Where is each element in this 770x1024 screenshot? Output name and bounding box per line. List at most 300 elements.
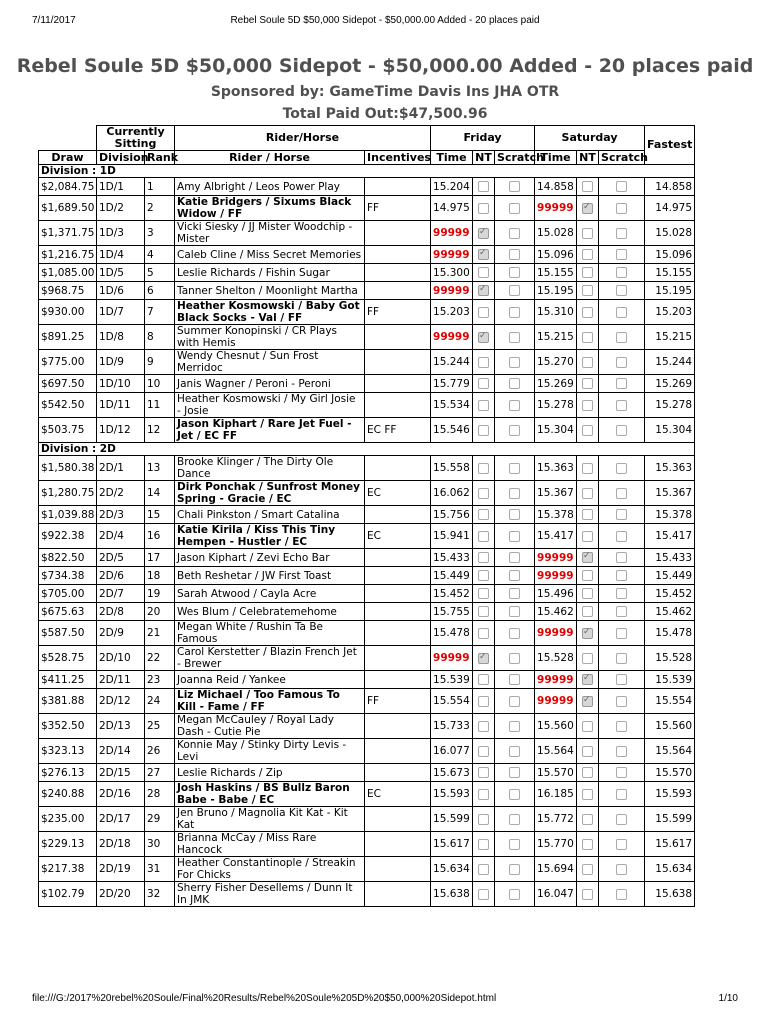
saturday-nt-checkbox[interactable] xyxy=(582,357,593,368)
friday-scratch-checkbox[interactable] xyxy=(509,267,520,278)
rank-cell: 16 xyxy=(145,524,175,549)
saturday-scratch-checkbox[interactable] xyxy=(616,228,627,239)
saturday-time-cell: 15.417 xyxy=(535,524,577,549)
friday-scratch-checkbox[interactable] xyxy=(509,307,520,318)
friday-nt-cell xyxy=(473,524,495,549)
saturday-time-header: Time xyxy=(535,151,577,165)
saturday-nt-checkbox[interactable] xyxy=(582,628,593,639)
saturday-time-cell: 15.304 xyxy=(535,418,577,443)
saturday-scratch-checkbox[interactable] xyxy=(616,531,627,542)
friday-scratch-checkbox[interactable] xyxy=(509,696,520,707)
saturday-scratch-checkbox[interactable] xyxy=(616,488,627,499)
saturday-scratch-checkbox[interactable] xyxy=(616,400,627,411)
rank-cell: 30 xyxy=(145,832,175,857)
table-row xyxy=(39,567,695,585)
saturday-nt-checkbox[interactable] xyxy=(582,696,593,707)
saturday-scratch-cell xyxy=(599,506,645,524)
fastest-cell: 15.638 xyxy=(645,882,695,907)
friday-nt-cell xyxy=(473,178,495,196)
friday-scratch-checkbox[interactable] xyxy=(509,552,520,563)
friday-scratch-checkbox[interactable] xyxy=(509,228,520,239)
draw-cell: $968.75 xyxy=(39,282,97,300)
friday-nt-cell xyxy=(473,456,495,481)
saturday-scratch-cell xyxy=(599,764,645,782)
division-cell: 2D/13 xyxy=(97,714,145,739)
friday-nt-checkbox[interactable] xyxy=(478,789,489,800)
friday-scratch-cell xyxy=(495,178,535,196)
saturday-scratch-checkbox[interactable] xyxy=(616,814,627,825)
incentives-cell: FF xyxy=(365,300,431,325)
table-row xyxy=(39,282,695,300)
rider-horse-cell: Sherry Fisher Desellems / Dunn It In JMK xyxy=(175,882,365,907)
friday-nt-checkbox[interactable] xyxy=(478,203,489,214)
saturday-scratch-checkbox[interactable] xyxy=(616,249,627,260)
table-row xyxy=(39,857,695,882)
page-number: 1/10 xyxy=(718,993,738,1004)
division-cell: 2D/3 xyxy=(97,506,145,524)
saturday-scratch-checkbox[interactable] xyxy=(616,267,627,278)
fastest-cell: 15.433 xyxy=(645,549,695,567)
friday-scratch-checkbox[interactable] xyxy=(509,889,520,900)
division-cell: 2D/17 xyxy=(97,807,145,832)
saturday-time-cell: 15.215 xyxy=(535,325,577,350)
fastest-cell: 15.634 xyxy=(645,857,695,882)
rider-horse-cell: Dirk Ponchak / Sunfrost Money Spring - Gracie / EC xyxy=(175,481,365,506)
saturday-nt-checkbox[interactable] xyxy=(582,509,593,520)
friday-scratch-checkbox[interactable] xyxy=(509,767,520,778)
friday-nt-checkbox[interactable] xyxy=(478,228,489,239)
rider-horse-cell: Heather Constantinople / Streakin For Chicks xyxy=(175,857,365,882)
friday-scratch-cell xyxy=(495,196,535,221)
friday-nt-cell xyxy=(473,764,495,782)
rider-horse-cell: Leslie Richards / Fishin Sugar xyxy=(175,264,365,282)
saturday-scratch-cell xyxy=(599,481,645,506)
print-footer-path: file:///G:/2017%20rebel%20Soule/Final%20Results/Rebel%20Soule%205D%20$50,000%20Sidepot.html xyxy=(32,993,497,1004)
rider-horse-cell: Konnie May / Stinky Dirty Levis - Levi xyxy=(175,739,365,764)
friday-scratch-checkbox[interactable] xyxy=(509,628,520,639)
friday-scratch-checkbox[interactable] xyxy=(509,531,520,542)
saturday-nt-cell xyxy=(577,646,599,671)
draw-cell: $1,216.75 xyxy=(39,246,97,264)
division-cell: 2D/7 xyxy=(97,585,145,603)
friday-scratch-cell xyxy=(495,567,535,585)
incentives-cell: EC xyxy=(365,524,431,549)
rider-horse-cell: Janis Wagner / Peroni - Peroni xyxy=(175,375,365,393)
rider-horse-cell: Megan McCauley / Royal Lady Dash - Cutie Pie xyxy=(175,714,365,739)
saturday-scratch-checkbox[interactable] xyxy=(616,889,627,900)
division-cell: 1D/4 xyxy=(97,246,145,264)
saturday-scratch-checkbox[interactable] xyxy=(616,628,627,639)
table-row xyxy=(39,418,695,443)
saturday-scratch-cell xyxy=(599,739,645,764)
saturday-scratch-cell xyxy=(599,524,645,549)
rank-cell: 8 xyxy=(145,325,175,350)
saturday-nt-checkbox[interactable] xyxy=(582,552,593,563)
saturday-scratch-checkbox[interactable] xyxy=(616,357,627,368)
division-row xyxy=(39,443,695,456)
saturday-nt-cell xyxy=(577,832,599,857)
friday-scratch-checkbox[interactable] xyxy=(509,588,520,599)
friday-scratch-checkbox[interactable] xyxy=(509,463,520,474)
saturday-nt-checkbox[interactable] xyxy=(582,606,593,617)
table-row xyxy=(39,246,695,264)
table-row xyxy=(39,603,695,621)
saturday-scratch-cell xyxy=(599,671,645,689)
incentives-cell xyxy=(365,832,431,857)
saturday-scratch-cell xyxy=(599,418,645,443)
friday-nt-checkbox[interactable] xyxy=(478,181,489,192)
saturday-scratch-checkbox[interactable] xyxy=(616,839,627,850)
friday-time-cell: 15.733 xyxy=(431,714,473,739)
draw-cell: $922.38 xyxy=(39,524,97,549)
friday-scratch-checkbox[interactable] xyxy=(509,606,520,617)
draw-cell: $697.50 xyxy=(39,375,97,393)
friday-scratch-checkbox[interactable] xyxy=(509,746,520,757)
friday-nt-checkbox[interactable] xyxy=(478,488,489,499)
friday-time-cell: 15.554 xyxy=(431,689,473,714)
saturday-nt-cell xyxy=(577,807,599,832)
friday-scratch-checkbox[interactable] xyxy=(509,357,520,368)
saturday-nt-checkbox[interactable] xyxy=(582,285,593,296)
fastest-cell: 15.570 xyxy=(645,764,695,782)
saturday-nt-checkbox[interactable] xyxy=(582,839,593,850)
saturday-nt-checkbox[interactable] xyxy=(582,249,593,260)
rank-cell: 23 xyxy=(145,671,175,689)
friday-scratch-cell xyxy=(495,739,535,764)
friday-scratch-checkbox[interactable] xyxy=(509,249,520,260)
fastest-cell: 15.215 xyxy=(645,325,695,350)
saturday-nt-checkbox[interactable] xyxy=(582,864,593,875)
saturday-nt-checkbox[interactable] xyxy=(582,674,593,685)
saturday-scratch-checkbox[interactable] xyxy=(616,674,627,685)
saturday-scratch-checkbox[interactable] xyxy=(616,463,627,474)
division-cell: 2D/16 xyxy=(97,782,145,807)
draw-cell: $352.50 xyxy=(39,714,97,739)
saturday-nt-checkbox[interactable] xyxy=(582,332,593,343)
saturday-nt-checkbox[interactable] xyxy=(582,203,593,214)
rider-horse-cell: Beth Reshetar / JW First Toast xyxy=(175,567,365,585)
friday-nt-checkbox[interactable] xyxy=(478,531,489,542)
table-row xyxy=(39,739,695,764)
saturday-nt-checkbox[interactable] xyxy=(582,228,593,239)
friday-scratch-checkbox[interactable] xyxy=(509,378,520,389)
saturday-nt-cell xyxy=(577,418,599,443)
saturday-scratch-checkbox[interactable] xyxy=(616,307,627,318)
saturday-nt-checkbox[interactable] xyxy=(582,814,593,825)
saturday-nt-cell xyxy=(577,764,599,782)
friday-scratch-checkbox[interactable] xyxy=(509,203,520,214)
friday-scratch-checkbox[interactable] xyxy=(509,789,520,800)
draw-cell: $217.38 xyxy=(39,857,97,882)
rider-horse-cell: Vicki Siesky / JJ Mister Woodchip - Mister xyxy=(175,221,365,246)
fastest-cell: 15.367 xyxy=(645,481,695,506)
saturday-nt-checkbox[interactable] xyxy=(582,181,593,192)
table-row xyxy=(39,646,695,671)
friday-scratch-checkbox[interactable] xyxy=(509,181,520,192)
saturday-nt-checkbox[interactable] xyxy=(582,889,593,900)
friday-time-cell: 15.558 xyxy=(431,456,473,481)
friday-nt-checkbox[interactable] xyxy=(478,285,489,296)
draw-cell: $1,371.75 xyxy=(39,221,97,246)
draw-cell: $891.25 xyxy=(39,325,97,350)
draw-cell: $276.13 xyxy=(39,764,97,782)
saturday-nt-checkbox[interactable] xyxy=(582,307,593,318)
saturday-scratch-checkbox[interactable] xyxy=(616,767,627,778)
fastest-cell: 15.195 xyxy=(645,282,695,300)
friday-scratch-checkbox[interactable] xyxy=(509,425,520,436)
rank-cell: 32 xyxy=(145,882,175,907)
saturday-nt-checkbox[interactable] xyxy=(582,400,593,411)
friday-nt-cell xyxy=(473,832,495,857)
saturday-scratch-checkbox[interactable] xyxy=(616,789,627,800)
saturday-nt-cell xyxy=(577,739,599,764)
friday-scratch-checkbox[interactable] xyxy=(509,674,520,685)
table-row xyxy=(39,524,695,549)
draw-cell: $229.13 xyxy=(39,832,97,857)
friday-scratch-cell xyxy=(495,689,535,714)
rider-horse-cell: Brianna McCay / Miss Rare Hancock xyxy=(175,832,365,857)
saturday-time-cell: 15.278 xyxy=(535,393,577,418)
saturday-scratch-checkbox[interactable] xyxy=(616,696,627,707)
friday-nt-cell xyxy=(473,567,495,585)
saturday-scratch-cell xyxy=(599,857,645,882)
friday-time-cell: 15.203 xyxy=(431,300,473,325)
saturday-nt-checkbox[interactable] xyxy=(582,425,593,436)
rider-horse-cell: Brooke Klinger / The Dirty Ole Dance xyxy=(175,456,365,481)
friday-time-cell: 16.062 xyxy=(431,481,473,506)
rank-cell: 27 xyxy=(145,764,175,782)
friday-scratch-checkbox[interactable] xyxy=(509,509,520,520)
rider-horse-cell: Amy Albright / Leos Power Play xyxy=(175,178,365,196)
friday-nt-checkbox[interactable] xyxy=(478,839,489,850)
table-row xyxy=(39,481,695,506)
friday-nt-checkbox[interactable] xyxy=(478,767,489,778)
division-cell: 2D/5 xyxy=(97,549,145,567)
rider-horse-header: Rider / Horse xyxy=(175,151,365,165)
friday-time-cell: 15.433 xyxy=(431,549,473,567)
friday-nt-checkbox[interactable] xyxy=(478,628,489,639)
draw-cell: $705.00 xyxy=(39,585,97,603)
incentives-cell xyxy=(365,857,431,882)
friday-scratch-cell xyxy=(495,882,535,907)
saturday-nt-checkbox[interactable] xyxy=(582,570,593,581)
friday-scratch-cell xyxy=(495,375,535,393)
saturday-scratch-checkbox[interactable] xyxy=(616,721,627,732)
friday-nt-checkbox[interactable] xyxy=(478,249,489,260)
friday-scratch-checkbox[interactable] xyxy=(509,570,520,581)
fastest-cell: 15.478 xyxy=(645,621,695,646)
saturday-scratch-checkbox[interactable] xyxy=(616,588,627,599)
saturday-nt-checkbox[interactable] xyxy=(582,488,593,499)
saturday-nt-cell xyxy=(577,714,599,739)
friday-scratch-header: Scratch xyxy=(495,151,535,165)
saturday-time-cell: 15.462 xyxy=(535,603,577,621)
friday-scratch-cell xyxy=(495,246,535,264)
saturday-scratch-cell xyxy=(599,282,645,300)
saturday-nt-checkbox[interactable] xyxy=(582,746,593,757)
friday-scratch-checkbox[interactable] xyxy=(509,332,520,343)
friday-nt-cell xyxy=(473,671,495,689)
incentives-cell xyxy=(365,764,431,782)
friday-time-cell: 99999 xyxy=(431,646,473,671)
friday-nt-checkbox[interactable] xyxy=(478,588,489,599)
friday-scratch-checkbox[interactable] xyxy=(509,839,520,850)
saturday-scratch-checkbox[interactable] xyxy=(616,425,627,436)
rider-horse-cell: Katie Bridgers / Sixums Black Widow / FF xyxy=(175,196,365,221)
friday-nt-checkbox[interactable] xyxy=(478,509,489,520)
rank-cell: 18 xyxy=(145,567,175,585)
friday-nt-checkbox[interactable] xyxy=(478,357,489,368)
rider-horse-cell: Carol Kerstetter / Blazin French Jet - Brewer xyxy=(175,646,365,671)
friday-nt-cell xyxy=(473,221,495,246)
saturday-time-cell: 99999 xyxy=(535,671,577,689)
friday-nt-checkbox[interactable] xyxy=(478,696,489,707)
saturday-nt-cell xyxy=(577,882,599,907)
friday-nt-cell xyxy=(473,350,495,375)
friday-nt-cell xyxy=(473,506,495,524)
saturday-scratch-checkbox[interactable] xyxy=(616,509,627,520)
rank-cell: 31 xyxy=(145,857,175,882)
rider-horse-cell: Jen Bruno / Magnolia Kit Kat - Kit Kat xyxy=(175,807,365,832)
friday-scratch-cell xyxy=(495,350,535,375)
division-cell: 2D/9 xyxy=(97,621,145,646)
incentives-cell: FF xyxy=(365,689,431,714)
saturday-scratch-checkbox[interactable] xyxy=(616,864,627,875)
saturday-nt-checkbox[interactable] xyxy=(582,378,593,389)
saturday-nt-checkbox[interactable] xyxy=(582,721,593,732)
saturday-scratch-checkbox[interactable] xyxy=(616,653,627,664)
friday-scratch-cell xyxy=(495,282,535,300)
division-cell: 1D/7 xyxy=(97,300,145,325)
saturday-time-cell: 15.155 xyxy=(535,264,577,282)
friday-scratch-cell xyxy=(495,646,535,671)
rider-horse-cell: Caleb Cline / Miss Secret Memories xyxy=(175,246,365,264)
friday-scratch-checkbox[interactable] xyxy=(509,814,520,825)
incentives-cell xyxy=(365,178,431,196)
draw-cell: $2,084.75 xyxy=(39,178,97,196)
friday-scratch-checkbox[interactable] xyxy=(509,653,520,664)
rank-header: Rank xyxy=(145,151,175,165)
friday-time-cell: 15.779 xyxy=(431,375,473,393)
fastest-cell: 15.554 xyxy=(645,689,695,714)
friday-scratch-checkbox[interactable] xyxy=(509,864,520,875)
saturday-nt-cell xyxy=(577,300,599,325)
friday-time-cell: 15.478 xyxy=(431,621,473,646)
friday-nt-checkbox[interactable] xyxy=(478,307,489,318)
friday-nt-checkbox[interactable] xyxy=(478,746,489,757)
friday-time-cell: 15.941 xyxy=(431,524,473,549)
saturday-scratch-checkbox[interactable] xyxy=(616,332,627,343)
division-cell: 1D/9 xyxy=(97,350,145,375)
friday-scratch-checkbox[interactable] xyxy=(509,488,520,499)
rank-cell: 25 xyxy=(145,714,175,739)
saturday-scratch-checkbox[interactable] xyxy=(616,285,627,296)
rider-horse-cell: Chali Pinkston / Smart Catalina xyxy=(175,506,365,524)
friday-nt-cell xyxy=(473,481,495,506)
fastest-cell: 15.617 xyxy=(645,832,695,857)
draw-header: Draw xyxy=(39,151,97,165)
friday-scratch-checkbox[interactable] xyxy=(509,400,520,411)
rider-horse-cell: Wes Blum / Celebratemehome xyxy=(175,603,365,621)
friday-nt-checkbox[interactable] xyxy=(478,889,489,900)
fastest-cell: 15.269 xyxy=(645,375,695,393)
saturday-scratch-checkbox[interactable] xyxy=(616,378,627,389)
friday-nt-checkbox[interactable] xyxy=(478,570,489,581)
friday-nt-checkbox[interactable] xyxy=(478,400,489,411)
incentives-cell xyxy=(365,671,431,689)
rank-cell: 29 xyxy=(145,807,175,832)
draw-cell: $381.88 xyxy=(39,689,97,714)
table-row xyxy=(39,671,695,689)
table-row xyxy=(39,264,695,282)
incentives-cell: FF xyxy=(365,196,431,221)
incentives-cell xyxy=(365,549,431,567)
friday-nt-checkbox[interactable] xyxy=(478,721,489,732)
division-cell: 1D/11 xyxy=(97,393,145,418)
saturday-nt-checkbox[interactable] xyxy=(582,588,593,599)
friday-scratch-checkbox[interactable] xyxy=(509,721,520,732)
friday-nt-checkbox[interactable] xyxy=(478,332,489,343)
friday-nt-checkbox[interactable] xyxy=(478,552,489,563)
saturday-nt-checkbox[interactable] xyxy=(582,767,593,778)
incentives-cell xyxy=(365,456,431,481)
saturday-time-cell: 15.269 xyxy=(535,375,577,393)
friday-time-cell: 15.634 xyxy=(431,857,473,882)
table-row xyxy=(39,375,695,393)
incentives-cell xyxy=(365,393,431,418)
friday-scratch-checkbox[interactable] xyxy=(509,285,520,296)
friday-nt-checkbox[interactable] xyxy=(478,674,489,685)
saturday-nt-cell xyxy=(577,246,599,264)
fastest-cell: 15.462 xyxy=(645,603,695,621)
friday-nt-checkbox[interactable] xyxy=(478,463,489,474)
draw-cell: $542.50 xyxy=(39,393,97,418)
saturday-nt-checkbox[interactable] xyxy=(582,267,593,278)
saturday-scratch-checkbox[interactable] xyxy=(616,203,627,214)
saturday-nt-checkbox[interactable] xyxy=(582,531,593,542)
friday-scratch-cell xyxy=(495,418,535,443)
friday-nt-cell xyxy=(473,418,495,443)
friday-time-cell: 16.077 xyxy=(431,739,473,764)
saturday-scratch-checkbox[interactable] xyxy=(616,552,627,563)
division-cell: 2D/6 xyxy=(97,567,145,585)
incentives-cell xyxy=(365,325,431,350)
saturday-scratch-checkbox[interactable] xyxy=(616,181,627,192)
friday-nt-checkbox[interactable] xyxy=(478,606,489,617)
saturday-nt-checkbox[interactable] xyxy=(582,463,593,474)
friday-nt-checkbox[interactable] xyxy=(478,653,489,664)
table-row xyxy=(39,196,695,221)
division-cell: 1D/3 xyxy=(97,221,145,246)
friday-nt-checkbox[interactable] xyxy=(478,864,489,875)
saturday-nt-checkbox[interactable] xyxy=(582,789,593,800)
draw-cell: $240.88 xyxy=(39,782,97,807)
friday-nt-checkbox[interactable] xyxy=(478,425,489,436)
friday-nt-checkbox[interactable] xyxy=(478,267,489,278)
rider-horse-cell: Jason Kiphart / Zevi Echo Bar xyxy=(175,549,365,567)
friday-time-cell: 15.449 xyxy=(431,567,473,585)
saturday-scratch-checkbox[interactable] xyxy=(616,606,627,617)
friday-time-cell: 14.975 xyxy=(431,196,473,221)
blank-header xyxy=(39,126,97,151)
friday-nt-checkbox[interactable] xyxy=(478,814,489,825)
table-row xyxy=(39,178,695,196)
saturday-scratch-checkbox[interactable] xyxy=(616,570,627,581)
saturday-scratch-checkbox[interactable] xyxy=(616,746,627,757)
division-cell: 2D/2 xyxy=(97,481,145,506)
friday-nt-checkbox[interactable] xyxy=(478,378,489,389)
saturday-nt-checkbox[interactable] xyxy=(582,653,593,664)
